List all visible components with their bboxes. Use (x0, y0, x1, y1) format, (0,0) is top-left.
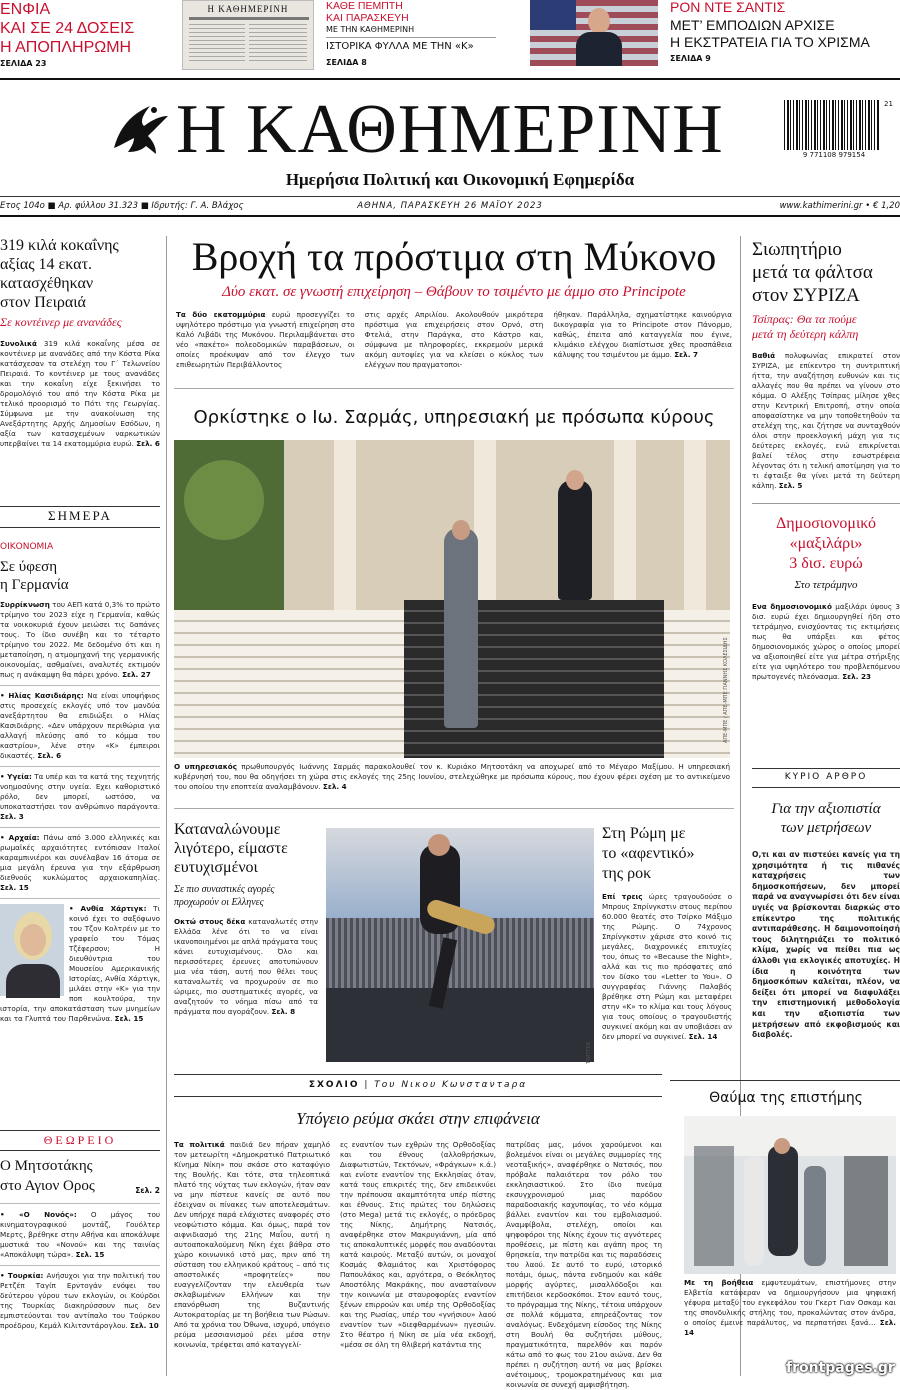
dateline-center: ΑΘΗΝΑ, ΠΑΡΑΣΚΕΥΗ 26 ΜΑΪΟΥ 2023 (357, 201, 543, 211)
barcode-number: 9 771108 979154 (802, 151, 866, 159)
germany-recession-headline[interactable]: Σε ύφεση η Γερμανία (0, 559, 69, 593)
left-column-today (0, 542, 160, 1024)
top-teaser-history[interactable] (326, 0, 516, 72)
top-teaser-enfia[interactable] (0, 0, 172, 72)
teaser-headline: ΕΝΦΙΑ ΚΑΙ ΣΕ 24 ΔΟΣΕΙΣ Η ΑΠΟΠΛΗΡΩΜΗ (0, 1, 135, 56)
theoreio-label: ΘΕΩΡΕΙΟ (43, 1133, 117, 1147)
brief-hartik[interactable]: • Ανθία Χάρτιγκ: Τι κοινό έχει το σαξόφωνο του Τζον Κολτρέιν με το γραφείο του Τόμας Τζέφερσον; Η διευθύντρια του Μουσείου Αμερικανικής Ιστορίας, Ανθία Χάρτιγκ, μιλάει στην «Κ» για την ποπ κουλτούρα, την ιστορία, την αποκατάσταση των μνημείων και τα Γλυπτά του Παρθενώνα. Σελ. 15 (0, 904, 160, 1023)
left-column (0, 236, 160, 449)
today-label: ΣΗΜΕΡΑ (48, 508, 112, 523)
scholio-body: Τα πολιτικά παιδιά δεν πήραν χαμηλό τον μετεωρίτη «Δημοκρατικό Πατριωτικό Κίνημα Νίκη» που σκάσε στο καταφύγιο της Βουλής. Και τότε, στα τηλεοπτικά πλατό της νύχτας των εκλογών, ήταν σαν να μην πίστευε κανείς σε αυτό που έδειχναν οι πίνακες των αποτελεσμάτων. Δεν υπήρχε παρά ελάχιστες αναφορές στο νεοφώτιστο κόμμα. Και όμως, παρά τον αιφνιδιασμό της 21ης Μαΐου, αυτή η αυτοαποκαλούμενη Νίκη έχει βάθρα στο χώρο κοινωνικό ιστό μας, πριν από τη σύσταση του ελληνικού κράτους – από τις αποστολικές «προφητείες» που ευαγγελίζονταν την ελευθερία των σκλαβωμένων Ελλήνων και την επανόρθωση της Βυζαντινής Αυτοκρατορίας με τη βοήθεια των Ρώσων. Από τα χρόνια του Όθωνα, ισχυρό, υπόγειο ρεύμα μεσσιανισμού ρέει μέσα στην κοινωνία, τρέφεται από καταγγελί- ες εναντίον των εχθρών της Ορθοδοξίας και του έθνους (αλλοθρήσκων, Διαφωτιστών, Τεκτόνων, «Φράγκων» κ.ά.) και ενίοτε εναντίον της Εκκλησίας όταν, κατά τους επικριτές της, δεν επιδεικνύει την πρέπουσα ακαμπτότητα υπέρ πίστης και έθνους. Στις πρώτες του δηλώσεις (στο Mega) μετά τις εκλογές, ο πρόεδρος της Νίκης, Δημήτρης Νατσιός, αναφέρθηκε στον Μακρυγιάννη, μία από τις αποκαλυπτικές μορφές που αναδύονται κατά καιρούς. Μεταξύ αυτών, οι μοναχοί Κοσμάς Φλαμιάτος και Χριστόφορος Παπουλάκος και, αργότερα, ο Θεόκλητος Αποστόλης Μακράκης, που ανασταίνουν την κοινωνία με σταυροφορίες εναντίον ξένων επιρροών και υπέρ της Ορθοδοξίας και της Ρωσίας, υπέρ του «γνήσιου» λαού εναντίον των «διεφθαρμένων» ηγεσιών. Στο θέατρο ή Νίκη σε μία νέα εκδοχή, «μέσα σε όλη τη θλιβερή κατάντια της πατρίδας μας, μόνοι χαρούμενοι και βολεμένοι είναι οι μεγάλες συμμορίες της νεοταξικής», αναφέρθηκε ο Νατσιός, που πρόβαλε παλαιότερα τον ρόλο του εκκλησιαστικού. Στο ίδιο πνεύμα εκσυγχρονισμού μιας παρόδου παραδοσιακής καχυποψίας, το νέο κόμμα βάλλει εναντίον και του εμβολιασμού. Αναμφίβολα, στελέχη, οποίοι και ψηφοφόροι της Νίκης έχουν τις αγνότερες προθέσεις, με πίστη και αγάπη προς τη θρησκεία, την πατρίδα και τις παραδόσεις του λαού. Σε αυτό το ευρύ, ιστορικό ποτάμι, όμως, πάντα ενδημούν και κάθε μορφής αγύρτες, μισαλλόδοξοι και επιτήδειοι κερδοσκόποι. Στον εαυτό τους, το πρόγραμμα της Νίκης, τέτοια υπάρχουν σε πολλά κόμματα, επηρεάζοντας τον αναλόγως. Ενδεχόμενη είσοδος της Νίκης στη Βουλή θα συζητήσει μύθους, πραγματικότητα, παρελθόν και παρόν κάτω από το φως του 21ου αιώνα. Δεν θα πρέπει η συζήτηση αυτή να μας βρίσκει ανέτοιμους, τρομοκρατημένους και μια κοινωνία σε συνεχή αμφισβήτηση. (174, 1140, 662, 1389)
sarmas-headline[interactable]: Ορκίστηκε ο Ιω. Σαρμάς, υπηρεσιακή με πρόσωπα κύρους (193, 407, 715, 428)
consumers-subhead: Σε πιο συναστικές αγορές προχωρούν οι Ελληνες (174, 884, 275, 908)
fiscal-subhead: Στο τετράμηνο (794, 579, 858, 591)
germany-body: Συρρίκνωση του ΑΕΠ κατά 0,3% το πρώτο τρίμηνο του 2023 είχε η Γερμανία, καθώς τα νοικοκυριά έχουν μειώσει τις δαπάνες τους. Το ίδιο συνέβη και το τέταρτο τρίμηνο του 2022. Με δεδομένο ότι και η μεταποίηση, η ατμομηχανή της γερμανικής οικονομίας, ασθμαίνει, αναλυτές εκτιμούν πως η ανάκαμψη θα πάρει χρόνο. Σελ. 27 (0, 600, 160, 679)
maximos-mansion-photo (174, 440, 730, 758)
springsteen-photo-credit: TWITTER (586, 1041, 593, 1065)
springsteen-body: Επί τρεις ώρες τραγουδούσε ο Μπρους Σπρίνγκστιν στους περίπου 60.000 θεατές στο Τσίρκο Μάξιμο της Ρώμης. Ο 74χρονος Σπρίνγκστιν χάρισε στο κοινό τις μεγάλες, διαχρονικές επιτυχίες του, όπως το «Because the Night», αλλά και τις πιο πρόσφατες από τον δίσκο του «Letter to You». Ο συγγραφέας Γιάννης Παλαβός βρέθηκε στη Ρώμη και μεταφέρει στην «Κ» το κλίμα και τους λόγους για τους οποίους ο τραγουδιστής συγκινεί ακόμη και αν υποβιάσει αν δεν μπορεί να συγκινεί. Σελ. 14 (602, 892, 732, 1041)
desantis-photo (530, 0, 658, 66)
main-headline[interactable]: Βροχή τα πρόστιμα στη Μύκονο (191, 234, 717, 279)
teaser-page: ΣΕΛΙΔΑ 8 (326, 58, 367, 67)
syriza-headline[interactable]: Σιωπητήριο μετά τα φάλτσα στον ΣΥΡΙΖΑ (752, 239, 873, 306)
science-headline[interactable]: Θαύμα της επιστήμης (709, 1090, 863, 1106)
masthead-title: Η ΚΑΘΗΜΕΡΙΝΗ (176, 91, 724, 168)
brief-godfather[interactable]: • «Ο Νονός»: Ο μάγος του κινηματογραφικού μοντάζ, Γουόλτερ Μερτς, βρέθηκε στην Αθήνα και αποκάλυψε μυστικά του «Νονού» και της ταινίας «Αποκάλυψη τώρα». Σελ. 15 (0, 1210, 160, 1259)
springsteen-story (602, 824, 732, 1042)
syriza-subhead: Τσίπρας: Θα τα πούμε μετά τη δεύτερη κάλπη (752, 312, 859, 341)
teaser-page: ΣΕΛΙΔΑ 23 (0, 59, 47, 68)
sarmas-caption: Ο υπηρεσιακός πρωθυπουργός Ιωάννης Σαρμάς παρακολουθεί τον κ. Κυριάκο Μητσοτάκη να αποχωρεί από το Μέγαρο Μαξίμου. Η υπηρεσιακή κυβέρνησή του, που θα οδηγήσει τη χώρα στις εκλογές της 25ης Ιουνίου, στελεχώθηκε με πρόσωπα κύρους, που έχουν φέρει σχέση με το αντικείμενο του οποίου την εποπτεία αναλαμβάνουν. Σελ. 4 (174, 762, 730, 791)
scholio-headline[interactable]: Υπόγειο ρεύμα σκάει στην επιφάνεια (296, 1109, 540, 1128)
right-column (752, 238, 900, 682)
masthead-subtitle: Ημερήσια Πολιτική και Οικονομική Εφημερίδα (285, 170, 635, 189)
teaser-page: ΣΕΛΙΔΑ 9 (670, 53, 711, 63)
cocaine-headline[interactable]: 319 κιλά κοκαΐνης αξίας 14 εκατ. κατασχέθηκαν στον Πειραιά (0, 237, 119, 311)
scholio-label: ΣΧΟΛΙΟ (308, 1080, 360, 1090)
editorial-body: Ο,τι και αν πιστεύει κανείς για τη χρησιμότητα ή τις πιθανές καταχρήσεις των δημοσκοπήσεων, δεν μπορεί παρά να αναγνωρίσει ότι δεν είναι υγιές να βρίσκονται διαρκώς στο επίκεντρο της πολιτικής αντιπαράθεσης. Η δαιμονοποίησή τους διλητηριάζει το πολιτικό κλίμα, χωρίς να πείθει πια ως άλλοθι για εκλογικές αποτυχίες. Η ίδια η κοινότητα των δημοσκόπων καλείται, πλέον, να δείξει ότι μπορεί να διαφυλάξει την επιστημονική μεθοδολογία και την αξιοπιστία των μετρήσεων από εκφοβισμούς και διαβολές. (752, 850, 900, 1040)
editorial-label: ΚΥΡΙΟ ΑΡΘΡΟ (784, 772, 868, 782)
mitsotakis-athos-headline[interactable]: Ο Μητσοτάκης στο Αγιον Ορος (0, 1158, 95, 1194)
springsteen-headline[interactable]: Στη Ρώμη με το «αφεντικό» της ροκ (602, 825, 695, 882)
brief-kasidiaris[interactable]: • Ηλίας Κασιδιάρης: Να είναι υποψήφιος στις προσεχείς εκλογές υπό τον μανδύα ανεξάρτητου θα επιδιώξει ο Ηλίας Κασιδιάρης. «Δεν υπάρχουν περιθώρια για αλλαγή πλεύσης από το κόμμα του καστρίου», λένε στην «Κ» έμπειροι δικαστές. Σελ. 6 (0, 691, 160, 760)
exoskeleton-photo (684, 1116, 896, 1274)
barcode (784, 100, 880, 150)
cocaine-subhead: Σε κοντέινερ με ανανάδες (0, 315, 122, 329)
left-column-bottom (0, 1156, 160, 1331)
brief-health[interactable]: • Υγεία: Τα υπέρ και τα κατά της τεχνητής νοημοσύνης στην υγεία. Εχει καθοριστικό ρόλο, δεν μπορεί, ωστόσο, να υποκαταστήσει τον ανθρώπινο παράγοντα. Σελ. 3 (0, 772, 160, 821)
hartik-portrait (0, 904, 64, 996)
consumers-story (174, 820, 318, 1017)
dateline-left: Ετος 104ο ■ Αρ. φύλλου 31.323 ■ Ιδρυτής: Γ. Α. Βλάχος (0, 201, 244, 211)
teaser-headline: ΜΕΤ’ ΕΜΠΟΔΙΩΝ ΑΡΧΙΣΕ Η ΕΚΣΤΡΑΤΕΙΑ ΓΙΑ ΤΟ ΧΡΙΣΜΑ (670, 16, 870, 50)
teaser-headline: ΙΣΤΟΡΙΚΑ ΦΥΛΛΑ ΜΕ ΤΗΝ «Κ» (326, 41, 474, 52)
brief-antiquities[interactable]: • Αρχαία: Πάνω από 3.000 ελληνικές και ρωμαϊκές αρχαιότητες εντόπισαν Ιταλοί καραμπινιέροι και συνέλαβαν 16 άτομα σε μια μεγάλη έρευνα για την εξάρθρωση διεθνούς κυκλώματος αρχαιοκαπηλίας. Σελ. 15 (0, 833, 160, 892)
main-subhead: Δύο εκατ. σε γνωστή επιχείρηση – Θάβουν το τσιμέντο με άμμο στο Principote (222, 284, 686, 300)
scholio-author: Του Νικου Κωνσταντaρα (374, 1080, 528, 1090)
springsteen-concert-photo (326, 828, 594, 1065)
mini-masthead: Η ΚΑΘΗΜΕΡΙΝΗ (207, 4, 289, 14)
fiscal-headline[interactable]: Δημοσιονομικό «μαξιλάρι» 3 δισ. ευρώ (776, 515, 876, 572)
photo-credit: ΑΠΕ-ΜΠΕ / ΑΠΕ-ΜΠΕ ΓΙΑΝΝΗΣ ΚΟΛΕΣΙΔΗΣ (723, 637, 729, 743)
consumers-body: Οκτώ στους δέκα καταναλωτές στην Ελλάδα λένε ότι το να είναι ικανοποιημένοι με απλά πράγματα τους κάνει ευτυχισμένους. Όλο και περισσότερες έρευνες αποτυπώνουν μια νέα τάση, αυτή που θέλει τους καταναλωτές να προχωρούν σε πιο ώριμες, πιο συστηματικές αγορές, να αναζητούν το νόημα πίσω από τα πράγματα που αγοράζουν. Σελ. 8 (174, 917, 318, 1016)
teaser-kicker: ΚΑΘΕ ΠΕΜΠΤΗ ΚΑΙ ΠΑΡΑΣΚΕΥΗ (326, 0, 409, 24)
teaser-kicker: ΡΟΝ ΝΤΕ ΣΑΝΤΙΣ (670, 0, 786, 15)
fiscal-body: Ενα δημοσιονομικό μαξιλάρι ύψους 3 δισ. ευρώ έχει δημιουργηθεί ήδη στο τετράμηνο, ενισχύοντας τις εκτιμήσεις πως θα υπάρξει και φέτος δημοσιονομικός χώρος ο οποίος μπορεί να αξιοποιηθεί είτε για μέτρα στήριξης είτε για υψηλότερο του προβλεπόμενου πρωτογενές πλεόνασμα. Σελ. 23 (752, 601, 900, 681)
cocaine-body: Συνολικά 319 κιλά κοκαΐνης μέσα σε κοντέινερ με ανανάδες από την Κόστα Ρίκα κατάσχεσαν τα στελέχη του Γ΄ Τελωνείου Πειραιά. Το κοντέινερ με τους ανανάδες και την κοκαΐνη είχε ξεκινήσει το δρομολόγιό του από την Κόστα Ρίκα με τελικό προορισμό το Πότι της Γεωργίας. Σύμφωνα με την ανακοίνωση της Ανεξάρτητης Αρχής Δημοσίων Εσόδων, η αξία των κατασχεμένων ναρκωτικών υπερβαίνει τα 14 εκατομμύρια ευρώ. Σελ. 6 (0, 338, 160, 448)
teaser-sub: ΜΕ ΤΗΝ ΚΑΘΗΜΕΡΙΝΗ (326, 25, 415, 34)
brief-turkey[interactable]: • Τουρκία: Ανήσυχοι για την πολιτική του Ρετζέπ Ταγίπ Ερντογάν ενόψει του δεύτερου γύρου των εκλογών, οι Κούρδοι της Τουρκίας διακηρύσσουν πως δεν εμπιστεύονται τον αντίπαλο του Τούρκου προέδρου, Κεμάλ Κιλιτσντάρογλου. Σελ. 10 (0, 1271, 160, 1330)
editorial-headline[interactable]: Για την αξιοπιστία των μετρήσεων (771, 801, 881, 836)
dateline-right: www.kathimerini.gr • € 1,20 (779, 201, 900, 211)
economy-kicker: ΟΙΚΟΝΟΜΙΑ (0, 542, 54, 552)
barcode-issue: 21 (884, 100, 893, 108)
top-teaser-desantis[interactable] (670, 0, 900, 72)
science-body: Με τη βοήθεια εμφυτευμάτων, επιστήμονες στην Ελβετία κατάφεραν να δημιουργήσουν μια ψηφιακή γέφυρα μεταξύ του εγκεφάλου του Γκερτ Γιαν Οσκαμ και της σπονδυλικής στήλης του, προκαλώντας στον άνδρα, ο οποίος έμεινε παράλυτος, να περπατήσει ξανά… Σελ. 14 (684, 1278, 896, 1337)
scholio-label-row: ΣΧΟΛΙΟ | Του Νικου Κωνσταντaρα (308, 1080, 528, 1090)
griffin-logo (106, 96, 172, 162)
main-story-body: Τα δύο εκατομμύρια ευρώ προσεγγίζει το υψηλότερο πρόστιμο για γνωστή επιχείρηση στο Καλό Λιβάδι της Μυκόνου. Περιλαμβάνεται στο νέο «πακέτο» πολεοδομικών παραβάσεων, οι οποίες προέκυψαν από τον έλεγχο των επιθεωρητών Περιβάλλοντος στις αρχές Απριλίου. Ακολουθούν μικρότερα πρόστιμα για επιχειρήσεις στον Ορνό, στη Φτελιά, στην Παράγκα, στο Κάστρο και, σύμφωνα με πληροφορίες, εκκρεμούν μερικά ακόμη αυτοψίες για να κλείσει ο κύκλος των ελέγχων που πραγματοποι- ήθηκαν. Παράλληλα, σχηματίστηκε καινούργια δικογραφία για το Principote στον Πάνορμο, καθώς, έπειτα από καταγγελία που έγινε, κλιμάκιο ελέγχου διαπίστωσε χθες προσπάθεια κάλυψης του τσιμέντου με άμμο. Σελ. 7 (176, 310, 733, 369)
watermark: frontpages.gr (786, 1360, 895, 1376)
consumers-headline[interactable]: Καταναλώνουμε λιγότερο, είμαστε ευτυχισμένοι (174, 821, 288, 876)
archive-front-page-thumbnail (182, 0, 314, 70)
editorial (752, 800, 900, 1041)
syriza-body: Βαθιά πολυφωνίας επικρατεί στον ΣΥΡΙΖΑ, με επίκεντρο τη συντριπτική ήττα, την αναζήτηση ευθυνών και τις αλλαγές που θα πρέπει να γίνουν στο κόμμα. Ο Αλέξης Τσίπρας μίλησε χθες στην Κεντρική Επιτροπή, στην οποία αποφασίστηκε να μην τοποθετηθούν τα στελέχη της, και ζήτησε να συνταχθούν όλοι στην προεκλογική μάχη για τις δεύτερες εκλογές, ενώ επικρίνεται βαλεί τέλος στην εσωστρέφεια λέγοντας ότι η τελική αποτίμηση για το τι έφταιξε θα γίνει μετά τη δεύτερη κάλπη. Σελ. 5 (752, 351, 900, 490)
theoreio-page: Σελ. 2 (135, 1186, 160, 1195)
